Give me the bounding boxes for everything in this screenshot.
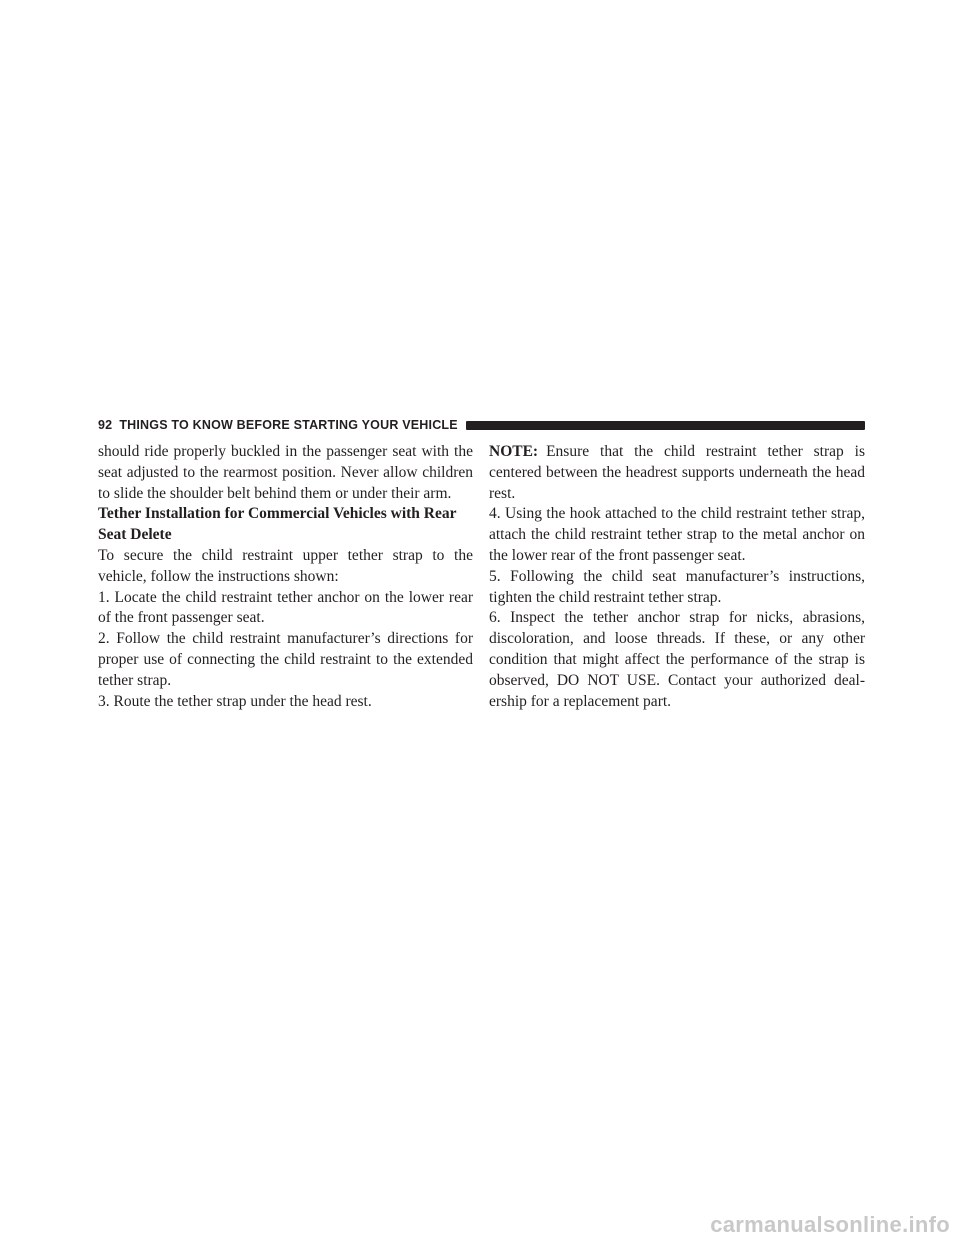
step-1: 1. Locate the child restraint tether anchor on the lower rear of the front passenger seat. xyxy=(98,588,473,627)
page-header xyxy=(98,417,865,433)
step-6: 6. Inspect the tether anchor strap for nicks, abrasions, discoloration, and loose threads. If these, or any other condition that might affect the performance of the strap is observed, DO NOT USE. Contact your authorized deal-ership for a replacement part. xyxy=(489,609,865,710)
right-column xyxy=(489,442,865,712)
step-4: 4. Using the hook attached to the child restraint tether strap, attach the child restraint tether strap to the metal anchor on the lower rear of the front passenger seat. xyxy=(489,505,865,564)
step-3: 3. Route the tether strap under the head rest. xyxy=(98,692,372,710)
page-number: 92 xyxy=(98,418,113,432)
continuation-paragraph: should ride properly buckled in the passenger seat with the seat adjusted to the rearmost position. Never allow children to slide the shoulder belt behind them or under their arm. xyxy=(98,443,473,502)
note-text: Ensure that the child restraint tether strap is centered between the headrest supports underneath the head rest. xyxy=(489,443,865,502)
note-paragraph xyxy=(489,442,865,504)
step-5: 5. Following the child seat manufacturer’s instructions, tighten the child restraint tether strap. xyxy=(489,567,865,606)
section-title: THINGS TO KNOW BEFORE STARTING YOUR VEHICLE xyxy=(119,418,458,432)
left-column xyxy=(98,442,473,712)
step-2: 2. Follow the child restraint manufacturer’s directions for proper use of connecting the child restraint to the extended tether strap. xyxy=(98,630,473,689)
note-label: NOTE: xyxy=(489,443,539,460)
section-subheading: Tether Installation for Commercial Vehicles with Rear Seat Delete xyxy=(98,505,457,544)
header-rule xyxy=(466,421,865,430)
intro-paragraph: To secure the child restraint upper tether strap to the vehicle, follow the instructions shown: xyxy=(98,546,473,585)
watermark: carmanualsonline.info xyxy=(710,1212,950,1237)
